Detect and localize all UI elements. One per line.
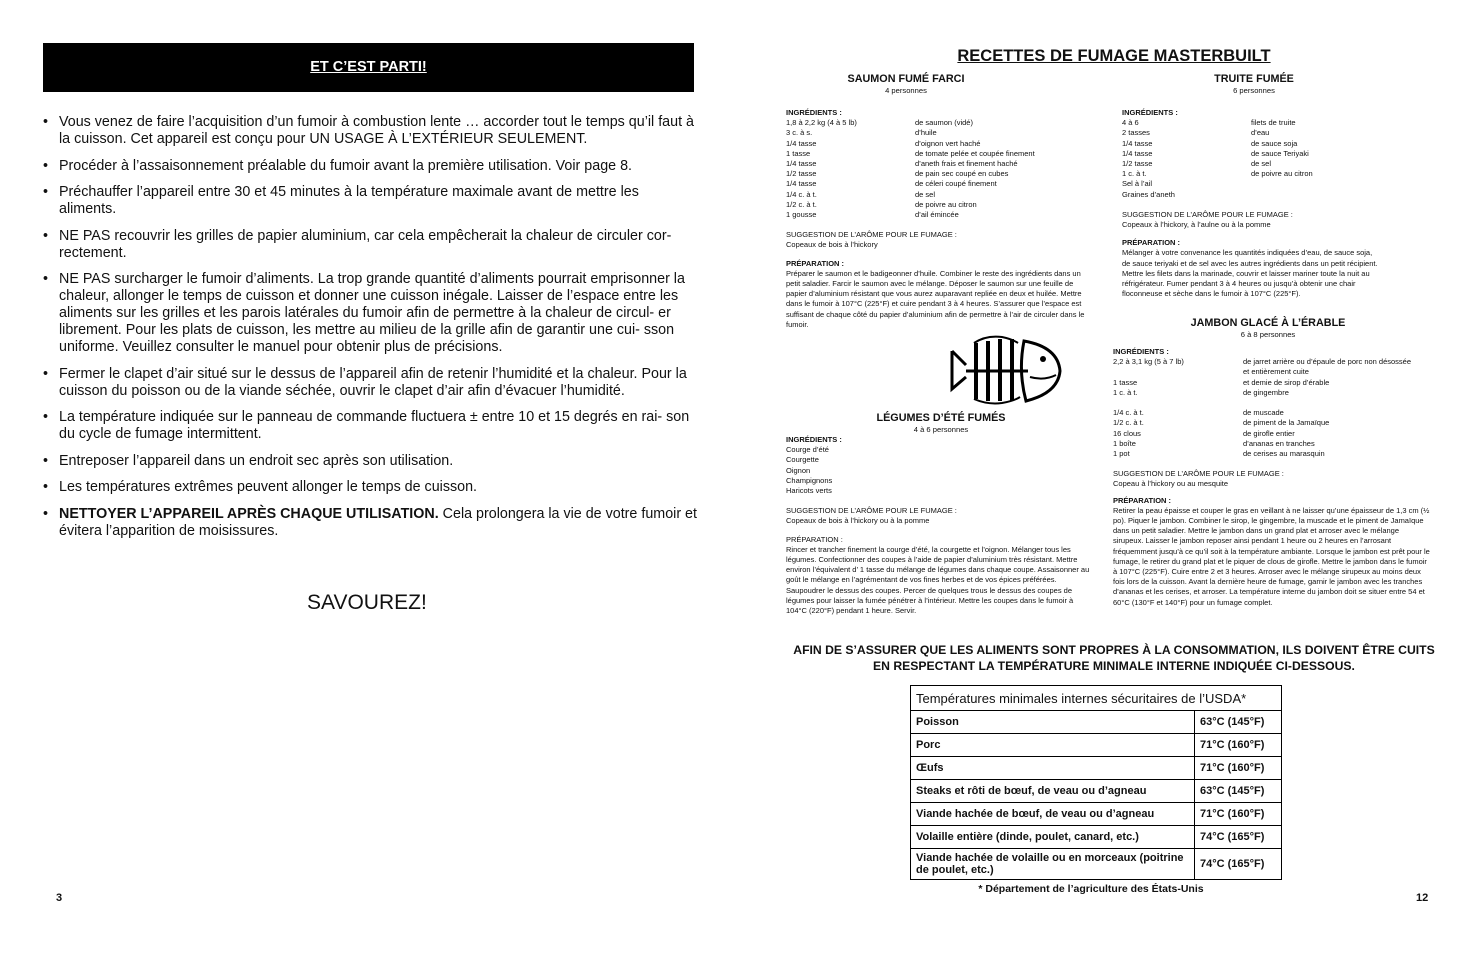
ingredient-item: de sauce Teriyaki [1251, 148, 1309, 158]
recipes-title: RECETTES DE FUMAGE MASTERBUILT [957, 47, 1271, 65]
suggestion-label: SUGGESTION DE L’ARÔME POUR LE FUMAGE : [1122, 209, 1293, 219]
recipe-servings: 6 à 8 personnes [1240, 330, 1296, 339]
suggestion-text: Copeaux de bois à l’hickory [786, 240, 878, 250]
tip-item: • Procéder à l’assaisonnement préalable du fumoir avant la première utilisation. Voir page 8. [43, 158, 699, 175]
tips-list [43, 114, 699, 549]
table-row [911, 849, 1282, 880]
tip-item: • Vous venez de faire l’acquisition d’un fumoir à combustion lente … accorder tout le temps qu’il faut à la cuisson. Cet appareil est conçu pour UN USAGE À L’EXTÉRIEUR SEULEMENT. [43, 114, 699, 148]
ingredients-label: INGRÉDIENTS : [1113, 347, 1169, 356]
ingredient-qty: 1/2 c. à t. [1113, 418, 1144, 428]
ingredient-qty: 1/2 tasse [786, 169, 817, 179]
recipe-jambon [1113, 317, 1431, 608]
ingredient-qty: 1/4 tasse [1122, 138, 1153, 148]
page-number-right: 12 [1416, 892, 1429, 904]
ingredient-item: de sel [1251, 159, 1272, 169]
prep-label: PRÉPARATION : [1122, 238, 1181, 248]
ingredient-item: de poivre au citron [1251, 169, 1313, 179]
tip-item: • NE PAS surcharger le fumoir d’aliments. La trop grande quantité d’aliments pourrait emprisonner la chaleur, allonger le temps de cuisson et donner une cuisson inégale. Laisser de l’espace entre les aliments sur les grilles et les parois latérales du fumoir afin de permettre à la chaleur de circul- er librement. Pour les plats de cuisson, les mettre au milieu de la grille afin de garantir une cui- sson uniforme. Veuillez consulter le manuel pour obtenir plus de précisions. [43, 271, 699, 356]
temp-cell: 71°C (160°F) [1195, 734, 1282, 757]
ingredient-qty: 4 à 6 [1122, 118, 1139, 128]
suggestion-text: Copeaux de bois à l’hickory ou à la pomme [786, 516, 930, 526]
ingredient-item: de sel [915, 189, 936, 199]
ingredient-item: d’ail émincée [915, 210, 959, 220]
ingredient-item: d’huile [915, 128, 937, 138]
ingredient-item: et entièrement cuite [1243, 367, 1309, 377]
ingredient-item: de saumon (vidé) [915, 118, 973, 128]
table-row [911, 757, 1282, 780]
prep-text: Rincer et trancher finement la courge d’été, la courgette et l’oignon. Mélanger tous les légumes. Confectionner des coupes à l’aide de papier d’aluminium très résistant. Mettre environ l’équivalent d’ 1 tasse du mélange de légumes dans chaque coupe. Assaisonner au goût le mélange en l’agrémentant de vos fines herbes et de vos épices préférées. Saupoudrer le dessus des coupes. Percer de quelques trous le dessus des coupes de légumes pour laisser la fumée pénétrer à l’intérieur. Mettre les coupes dans le fumoir à 104°C (220°F) pendant 1 heure. Servir. [786, 544, 1090, 616]
food-cell: Porc [911, 734, 1195, 757]
table-row [911, 711, 1282, 734]
table-row [911, 734, 1282, 757]
ingredient-qty: 1/2 c. à t. [786, 199, 817, 209]
ingredient-qty: 2,2 à 3,1 kg (5 à 7 lb) [1113, 357, 1184, 367]
tip-item: • Entreposer l’appareil dans un endroit sec après son utilisation. [43, 453, 699, 470]
ingredient: Courge d’été [786, 445, 829, 455]
ingredient-qty: 2 tasses [1122, 128, 1150, 138]
ingredient-qty: 1/4 tasse [1122, 148, 1153, 158]
recipe-saumon [786, 73, 1106, 330]
ingredient-item [1251, 179, 1384, 189]
ingredient-item [1251, 190, 1384, 200]
ingredient-item: de girofle entier [1243, 428, 1295, 438]
ingredients-list [1113, 357, 1431, 459]
ingredient-item: d’oignon vert haché [915, 138, 981, 148]
fish-skeleton-icon [946, 331, 1064, 407]
food-cell: Steaks et rôti de bœuf, de veau ou d’agneau [911, 780, 1195, 803]
prep-text: Retirer la peau épaisse et couper le gras en veillant à ne laisser qu’une épaisseur de 1,3 cm (½ po). Piquer le jambon. Combiner le sirop, le gingembre, la muscade et le piment de Jamaïque dans un petit saladier. Mettre le jambon dans un grand plat et arroser avec le mélange sirupeux. Laisser le jambon reposer ainsi pendant 1 heure ou 2 heures en l’arrosant fréquemment jusqu’à ce qu’il soit à la température ambiante. Lorsque le jambon est prêt pour le fumage, le retirer du grand plat et le piquer de clous de girofle. Mettre le jambon dans le fumoir à 107°C (225°F). Cuire entre 2 et 3 heures. Arroser avec le mélange sirupeux au moins deux fois lors de la cuisson. Avant la dernière heure de fumage, garnir le jambon avec les tranches d’ananas et les cerises, et arroser. La température interne du jambon doit se situer entre 54 et 60°C (130°F et 140°F) pour un fumage complet. [1113, 505, 1430, 607]
ingredient-item: de pain sec coupé en cubes [915, 169, 1009, 179]
safety-warning: AFIN DE S’ASSURER QUE LES ALIMENTS SONT PROPRES À LA CONSOMMATION, ILS DOIVENT ÊTRE CUITS EN RESPECTANT LA TEMPÉRATURE MINIMALE INTERNE INDIQUÉE CI-DESSOUS. [793, 643, 1435, 673]
ingredient-item: de tomate pelée et coupée finement [915, 148, 1035, 158]
ingredient-qty [1113, 367, 1243, 377]
ingredient-qty: 3 c. à s. [786, 128, 813, 138]
ingredient-item: de gingembre [1243, 387, 1289, 397]
ingredient-qty: 1/4 tasse [786, 179, 817, 189]
ingredient-qty: 16 clous [1113, 428, 1141, 438]
closing-text: SAVOUREZ! [307, 591, 427, 614]
ingredient-qty: 1/4 tasse [786, 138, 817, 148]
tip-item: • Les températures extrêmes peuvent allonger le temps de cuisson. [43, 479, 699, 496]
recipe-servings: 6 personnes [1233, 86, 1275, 95]
ingredient-qty: 1 gousse [786, 210, 817, 220]
temp-cell: 74°C (165°F) [1195, 849, 1282, 880]
recipe-legumes [786, 412, 1096, 616]
table-row [911, 803, 1282, 826]
ingredient-item: de poivre au citron [915, 199, 977, 209]
recipe-title: JAMBON GLACÉ À L’ÉRABLE [1190, 317, 1346, 329]
tip-item: • NE PAS recouvrir les grilles de papier aluminium, car cela empêcherait la chaleur de circuler cor- rectement. [43, 228, 699, 262]
temp-cell: 71°C (160°F) [1195, 757, 1282, 780]
ingredient-qty: 1 c. à t. [1122, 169, 1147, 179]
suggestion-text: Copeau à l’hickory ou au mesquite [1113, 479, 1229, 489]
ingredients-label: INGRÉDIENTS : [786, 108, 842, 117]
ingredient-qty: Graines d’aneth [1122, 189, 1175, 199]
table-row [911, 826, 1282, 849]
ingredient-item: d’ananas en tranches [1243, 438, 1315, 448]
recipe-servings: 4 personnes [885, 86, 927, 95]
food-cell: Œufs [911, 757, 1195, 780]
food-cell: Viande hachée de bœuf, de veau ou d’agneau [911, 803, 1195, 826]
ingredient-item: de jarret arrière ou d’épaule de porc non désossée [1243, 357, 1412, 367]
suggestion-label: SUGGESTION DE L’ARÔME POUR LE FUMAGE : [786, 230, 957, 240]
ingredient: Oignon [786, 465, 811, 475]
temp-cell: 63°C (145°F) [1195, 711, 1282, 734]
food-cell: Poisson [911, 711, 1195, 734]
temperature-table [910, 685, 1282, 880]
ingredient-qty: 1/4 c. à t. [786, 189, 817, 199]
ingredient-qty: 1/2 tasse [1122, 159, 1153, 169]
ingredient-item: de sauce soja [1251, 138, 1298, 148]
ingredient-qty: 1/4 c. à t. [1113, 408, 1144, 418]
ingredient-qty: 1 c. à t. [1113, 387, 1138, 397]
ingredient: Courgette [786, 455, 819, 465]
table-footnote: * Département de l’agriculture des États-Unis [978, 883, 1204, 895]
ingredient-qty: 1 tasse [786, 148, 811, 158]
page-number-left: 3 [56, 892, 63, 904]
ingredients-label: INGRÉDIENTS : [786, 435, 842, 444]
temp-cell: 74°C (165°F) [1195, 826, 1282, 849]
temp-cell: 63°C (145°F) [1195, 780, 1282, 803]
ingredient-item: et demie de sirop d’érable [1243, 377, 1330, 387]
prep-text: Mélanger à votre convenance les quantités indiquées d’eau, de sauce soja, de sauce teriyaki et de sel avec les autres ingrédients dans un petit récipient. Mettre les filets dans la marinade, couvrir et laisser mariner toute la nuit au réfrigérateur. Fumer pendant 3 à 4 heures ou jusqu’à obtenir une chair floconneuse et sèche dans le fumoir à 107°C (225°F). [1122, 248, 1378, 299]
tip-bold: NETTOYER L’APPAREIL APRÈS CHAQUE UTILISATION. [59, 505, 439, 522]
recipe-title: TRUITE FUMÉE [1214, 73, 1294, 85]
ingredient-qty: 1 tasse [1113, 377, 1138, 387]
food-cell: Viande hachée de volaille ou en morceaux (poitrine de poulet, etc.) [911, 849, 1195, 880]
recipe-title: SAUMON FUMÉ FARCI [847, 73, 965, 85]
ingredient-item: d’aneth frais et finement haché [915, 159, 1018, 169]
section-banner [43, 43, 694, 92]
suggestion-label: SUGGESTION DE L’ARÔME POUR LE FUMAGE : [1113, 469, 1284, 479]
ingredient-qty: Sel à l’ail [1122, 179, 1153, 189]
ingredient-item [1243, 398, 1431, 408]
suggestion-label: SUGGESTION DE L’ARÔME POUR LE FUMAGE : [786, 506, 957, 516]
ingredient-qty: 1 pot [1113, 449, 1130, 459]
tip-item: • Fermer le clapet d’air situé sur le dessus de l’appareil afin de retenir l’humidité et la chaleur. Pour la cuisson du poisson ou de la viande séchée, ouvrir le clapet d’air afin d’évacuer l’humidité. [43, 366, 699, 400]
prep-text: Préparer le saumon et le badigeonner d’huile. Combiner le reste des ingrédients dans un petit saladier. Farcir le saumon avec le mélange. Déposer le saumon sur une feuille de papier d’aluminium résistant que vous aurez auparavant repliée en deux et huilée. Mettre dans le fumoir à 107°C (225°F) et cuire pendant 3 à 4 heures. S’assurer que l’espace est suffisant de chaque côté du papier d’aluminium afin de permettre à l’air de circuler dans le fumoir. [786, 268, 1085, 329]
ingredient-item: de cerises au marasquin [1243, 449, 1325, 459]
ingredients-list [1122, 118, 1384, 200]
tip-item: • La température indiquée sur le panneau de commande fluctuera ± entre 10 et 15 degrés en rai- son du cycle de fumage intermittent. [43, 409, 699, 443]
ingredients-list [786, 118, 1106, 220]
ingredient-item: de piment de la Jamaïque [1243, 418, 1330, 428]
ingredient-qty [1113, 398, 1243, 408]
temp-cell: 71°C (160°F) [1195, 803, 1282, 826]
recipe-servings: 4 à 6 personnes [913, 425, 969, 434]
table-header: Températures minimales internes sécuritaires de l’USDA* [911, 686, 1282, 711]
suggestion-text: Copeaux à l’hickory, à l’aulne ou à la pomme [1122, 220, 1271, 230]
tip-rest: Cela prolongera la vie de votre fumoir et évitera l’apparition de moisissures. [59, 505, 697, 539]
prep-label: PRÉPARATION : [786, 534, 843, 544]
table-row [911, 780, 1282, 803]
food-cell: Volaille entière (dinde, poulet, canard, etc.) [911, 826, 1195, 849]
recipe-truite [1122, 73, 1384, 299]
ingredients-label: INGRÉDIENTS : [1122, 108, 1178, 117]
recipe-title: LÉGUMES D’ÉTÉ FUMÉS [876, 412, 1006, 424]
ingredient-item: de céleri coupé finement [915, 179, 997, 189]
prep-label: PRÉPARATION : [1113, 495, 1172, 505]
ingredient-qty: 1 boîte [1113, 438, 1136, 448]
prep-label: PRÉPARATION : [786, 258, 845, 268]
ingredient-item: filets de truite [1251, 118, 1296, 128]
ingredient-item: d’eau [1251, 128, 1270, 138]
ingredient: Champignons [786, 475, 833, 485]
ingredient: Haricots verts [786, 486, 832, 496]
ingredient-item: de muscade [1243, 408, 1284, 418]
ingredient-qty: 1,8 à 2,2 kg (4 à 5 lb) [786, 118, 857, 128]
ingredient-qty: 1/4 tasse [786, 159, 817, 169]
tip-item-clean [43, 506, 699, 540]
section-title: ET C’EST PARTI! [310, 59, 427, 75]
tip-item: • Préchauffer l’appareil entre 30 et 45 minutes à la température maximale avant de mettre les aliments. [43, 184, 699, 218]
